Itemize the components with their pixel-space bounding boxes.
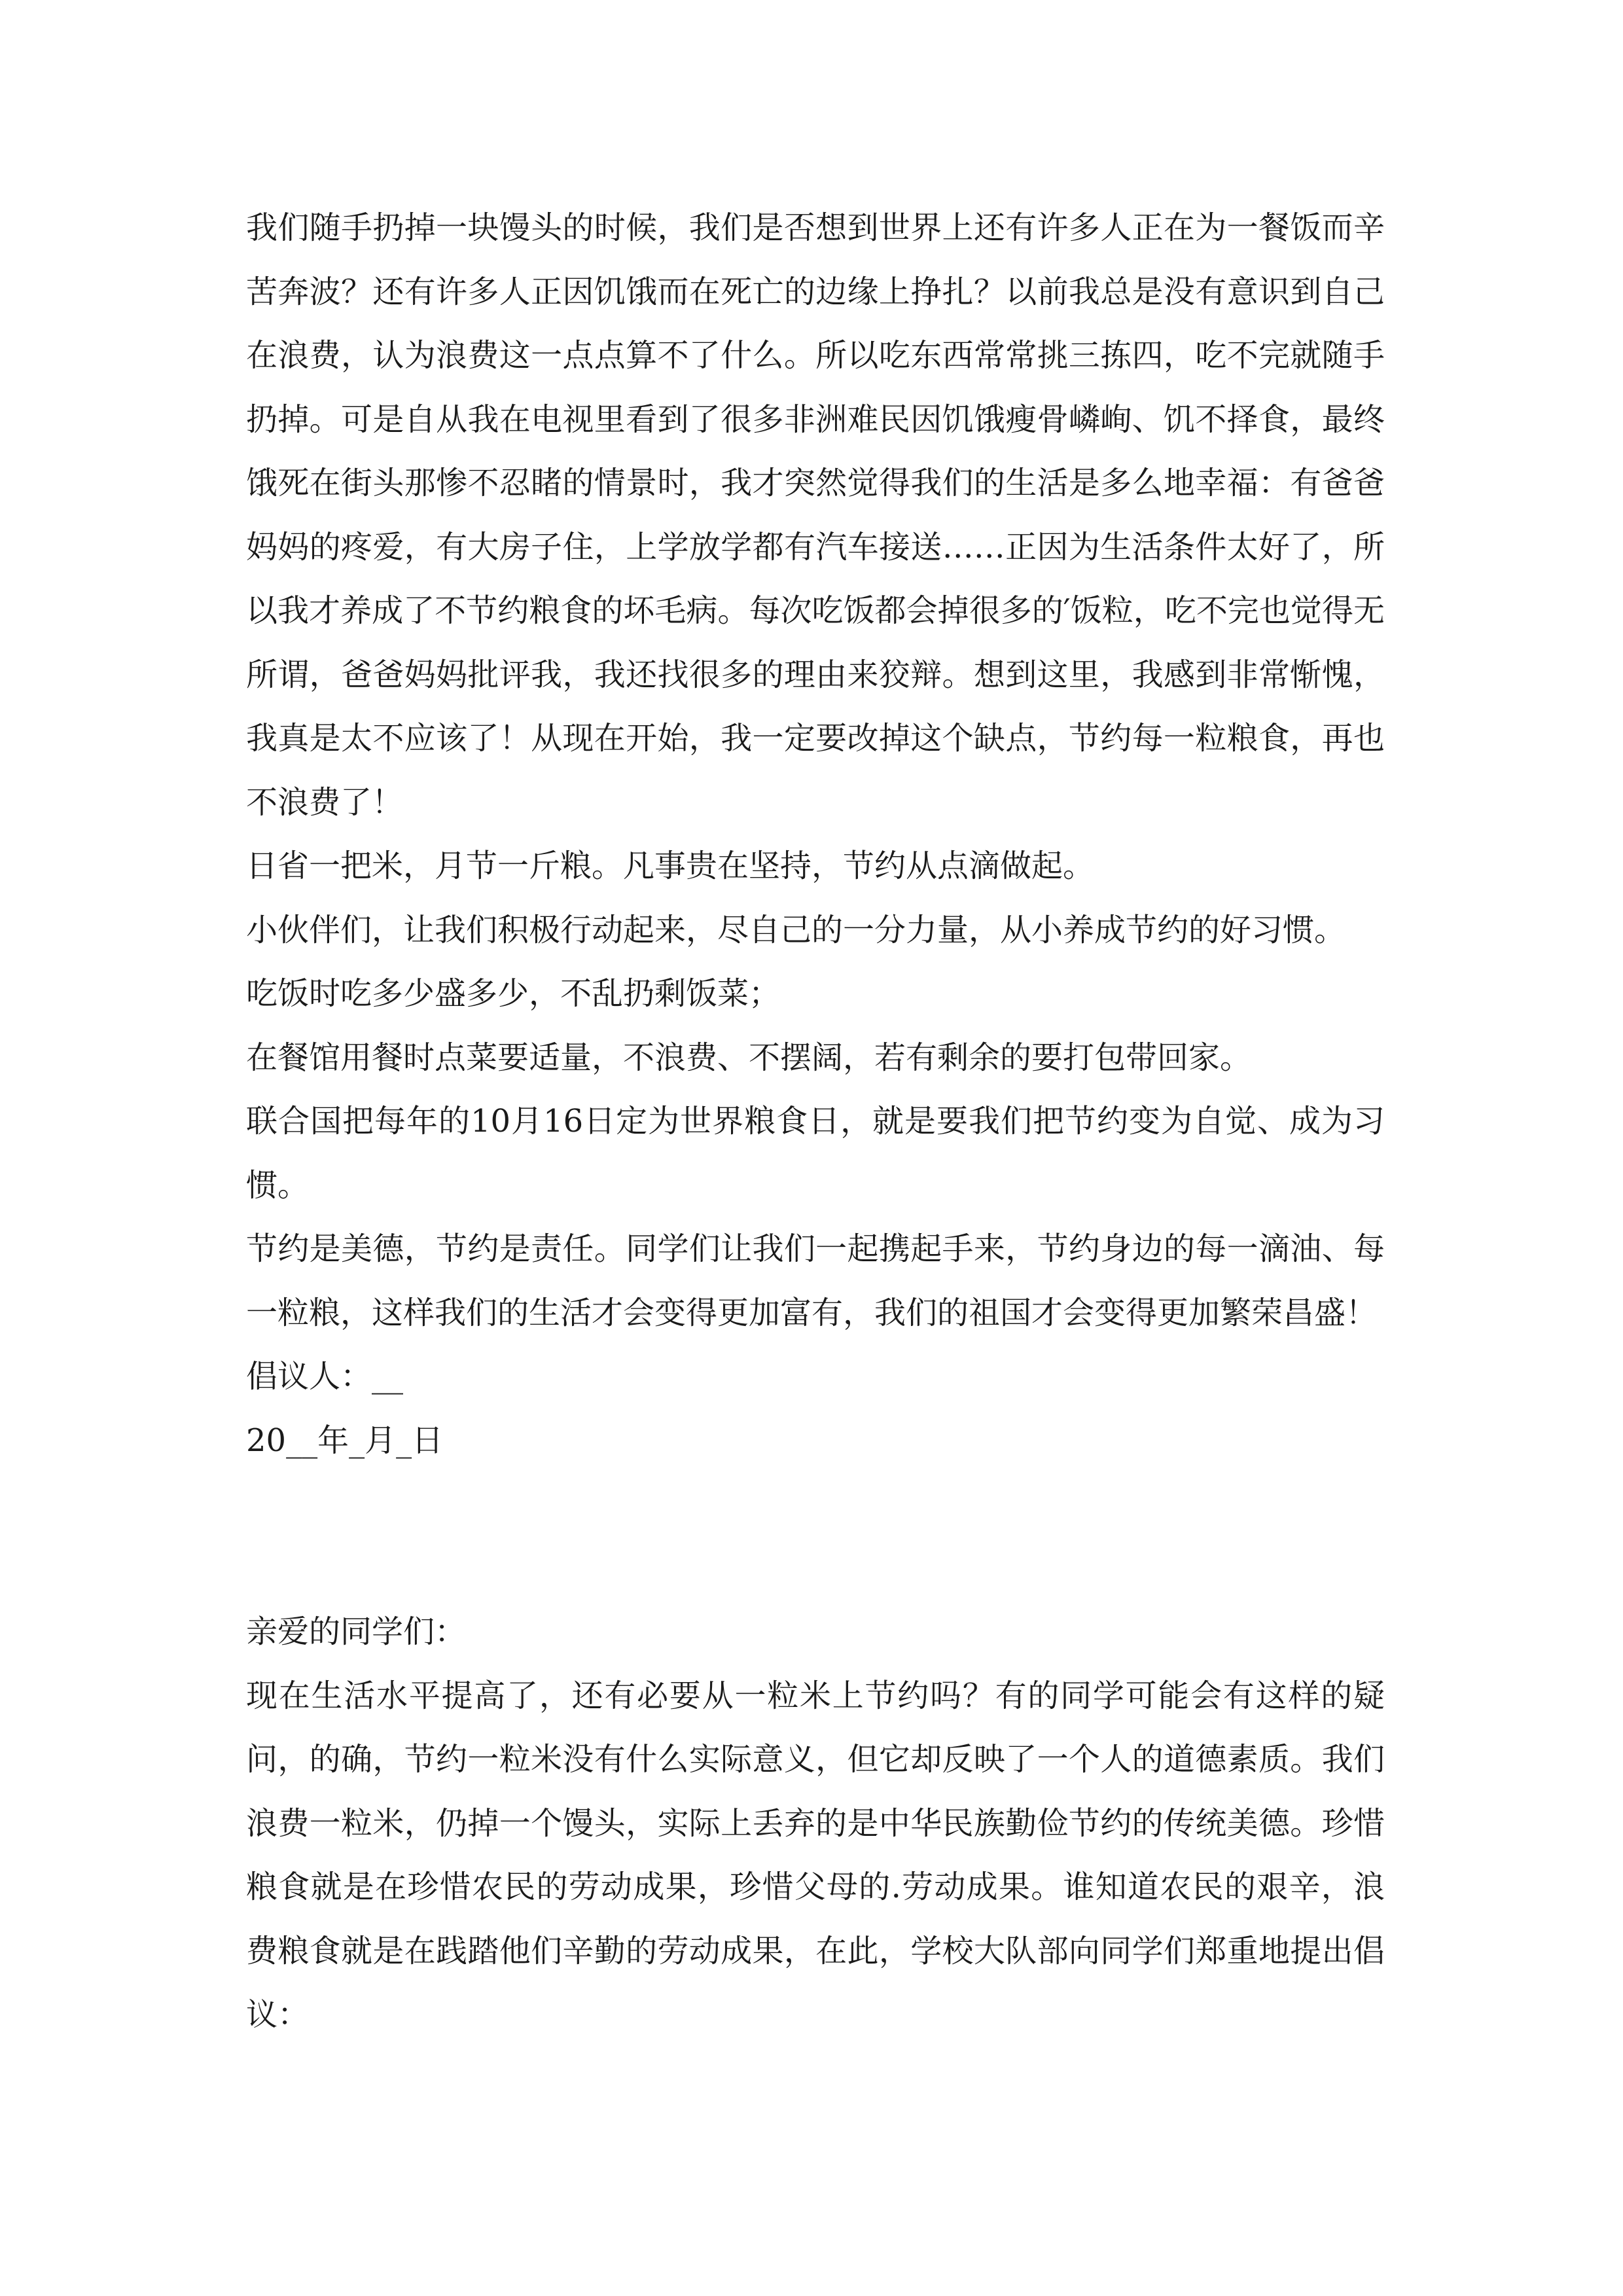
- proposer-line: 倡议人：__: [246, 1358, 404, 1395]
- date-line: 20__年_月_日: [246, 1422, 444, 1459]
- document-page: [246, 196, 1385, 2047]
- body-paragraph: 小伙伴们，让我们积极行动起来，尽自己的一分力量，从小养成节约的好习惯。: [246, 911, 1346, 948]
- body-paragraph: 节约是美德，节约是责任。同学们让我们一起携起手来，节约身边的每一滴油、每一粒粮，这样我们的生活才会变得更加富有，我们的祖国才会变得更加繁荣昌盛！: [246, 1230, 1385, 1331]
- salutation: 亲爱的同学们：: [246, 1613, 467, 1650]
- body-paragraph: 吃饭时吃多少盛多少，不乱扔剩饭菜；: [246, 975, 781, 1012]
- body-paragraph: 日省一把米，月节一斤粮。凡事贵在坚持，节约从点滴做起。: [246, 848, 1095, 884]
- body-paragraph: 在餐馆用餐时点菜要适量，不浪费、不摆阔，若有剩余的要打包带回家。: [246, 1039, 1252, 1076]
- body-paragraph: 现在生活水平提高了，还有必要从一粒米上节约吗？有的同学可能会有这样的疑问，的确，节约一粒米没有什么实际意义，但它却反映了一个人的道德素质。我们浪费一粒米，仍掉一个馒头，实际上丢弃的是中华民族勤俭节约的传统美德。珍惜粮食就是在珍惜农民的劳动成果，珍惜父母的.劳动成果。谁知道农民的艰辛，浪费粮食就是在践踏他们辛勤的劳动成果，在此，学校大队部向同学们郑重地提出倡议：: [246, 1677, 1385, 2033]
- body-paragraph: 联合国把每年的10月16日定为世界粮食日，就是要我们把节约变为自觉、成为习惯。: [246, 1103, 1385, 1204]
- section-gap: [246, 1473, 1385, 1600]
- proposal-section-2: [246, 1600, 1385, 2047]
- proposal-section-1: [246, 196, 1385, 1473]
- body-paragraph: 我们随手扔掉一块馒头的时候，我们是否想到世界上还有许多人正在为一餐饭而辛苦奔波？还有许多人正因饥饿而在死亡的边缘上挣扎？以前我总是没有意识到自己在浪费，认为浪费这一点点算不了什么。所以吃东西常常挑三拣四，吃不完就随手扔掉。可是自从我在电视里看到了很多非洲难民因饥饿瘦骨嶙峋、饥不择食，最终饿死在街头那惨不忍睹的情景时，我才突然觉得我们的生活是多么地幸福：有爸爸妈妈的疼爱，有大房子住，上学放学都有汽车接送……正因为生活条件太好了，所以我才养成了不节约粮食的坏毛病。每次吃饭都会掉很多的′饭粒，吃不完也觉得无所谓，爸爸妈妈批评我，我还找很多的理由来狡辩。想到这里，我感到非常惭愧，我真是太不应该了！从现在开始，我一定要改掉这个缺点，节约每一粒粮食，再也不浪费了！: [246, 209, 1385, 821]
